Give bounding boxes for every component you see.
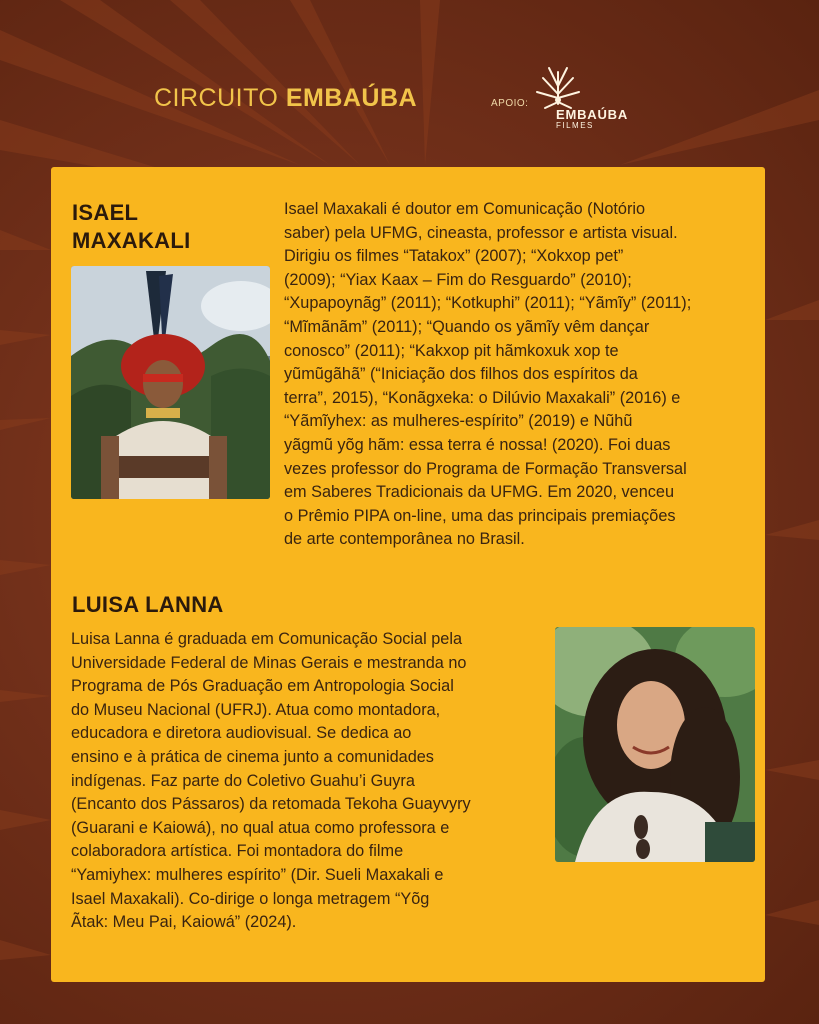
person2-photo <box>555 627 755 862</box>
person1-bio-line: (2009); “Yiax Kaax – Fim do Resguardo” (2010); <box>284 270 632 289</box>
person1-bio-line: o Prêmio PIPA on-line, uma das principais premiações <box>284 506 676 525</box>
person1-bio-line: Dirigiu os filmes “Tatakox” (2007); “Xokxop pet” <box>284 247 624 266</box>
person1-name-line2: MAXAKALI <box>72 228 191 253</box>
sponsor-subtitle: FILMES <box>556 121 594 130</box>
person1-name <box>72 199 191 255</box>
person2-bio-line: Isael Maxakali). Co-dirige o longa metragem “Yõg <box>71 889 430 908</box>
person2-bio-line: ensino e à prática de cinema junto a comunidades <box>71 747 434 766</box>
event-title <box>154 84 417 113</box>
person2-bio-line: Luisa Lanna é graduada em Comunicação Social pela <box>71 630 463 648</box>
apoio-label: APOIO: <box>491 98 529 109</box>
person2-bio-line: Universidade Federal de Minas Gerais e mestranda no <box>71 653 467 672</box>
person1-bio-line: yãgmũ yõg hãm: essa terra é nossa! (2020). Foi duas <box>284 435 671 454</box>
person1-bio-line: conosco” (2011); “Kakxop pit hãmkoxuk xop te <box>284 341 619 360</box>
person2-bio <box>71 628 556 935</box>
person2-bio-line: Programa de Pós Graduação em Antropologia Social <box>71 677 454 696</box>
person1-bio-line: yũmũgãhã” (“Iniciação dos filhos dos espíritos da <box>284 365 638 384</box>
event-title-bold: EMBAÚBA <box>285 84 418 112</box>
person2-bio-line: (Encanto dos Pássaros) da retomada Tekoha Guayvyry <box>71 795 471 814</box>
person1-bio-line: “Mĩmãnãm” (2011); “Quando os yãmĩy vêm dançar <box>284 317 650 336</box>
person2-bio-line: educadora e diretora audiovisual. Se dedica ao <box>71 724 412 743</box>
person2-bio-line: “Yamiyhex: mulheres espírito” (Dir. Sueli Maxakali e <box>71 865 444 884</box>
person2-bio-line: Ãtak: Meu Pai, Kaiowá” (2024). <box>71 913 297 932</box>
person1-name-line1: ISAEL <box>72 200 139 225</box>
person2-bio-line: colaboradora artística. Foi montadora do filme <box>71 842 404 861</box>
person1-bio-line: de arte contemporânea no Brasil. <box>284 530 525 549</box>
sponsor-name: EMBAÚBA <box>556 107 629 122</box>
header <box>0 0 819 165</box>
person1-bio-line: vezes professor do Programa de Formação Transversal <box>284 459 687 478</box>
person1-bio-line: terra”, 2015), “Konãgxeka: o Dilúvio Maxakali” (2016) e <box>284 388 681 407</box>
person1-bio-line: “Yãmĩyhex: as mulheres-espírito” (2019) e Nũhũ <box>284 412 633 431</box>
person2-bio-line: indígenas. Faz parte do Coletivo Guahu’i Guyra <box>71 771 415 790</box>
person1-bio-line: em Saberes Tradicionais da UFMG. Em 2020, venceu <box>284 483 675 502</box>
person1-bio-line: saber) pela UFMG, cineasta, professor e artista visual. <box>284 223 678 242</box>
person1-photo <box>71 266 270 499</box>
person2-bio-line: do Museu Nacional (UFRJ). Atua como montadora, <box>71 700 441 719</box>
person1-bio-line: “Xupapoynãg” (2011); “Kotkuphi” (2011); “Yãmĩy” (2011); <box>284 294 692 313</box>
person1-bio <box>284 198 759 552</box>
person2-name: LUISA LANNA <box>72 592 224 617</box>
person2-bio-line: (Guarani e Kaiowá), no qual atua como professora e <box>71 818 450 837</box>
person1-bio-line: Isael Maxakali é doutor em Comunicação (Notório <box>284 200 646 218</box>
content-card <box>51 167 765 982</box>
event-title-light: CIRCUITO <box>154 84 286 112</box>
